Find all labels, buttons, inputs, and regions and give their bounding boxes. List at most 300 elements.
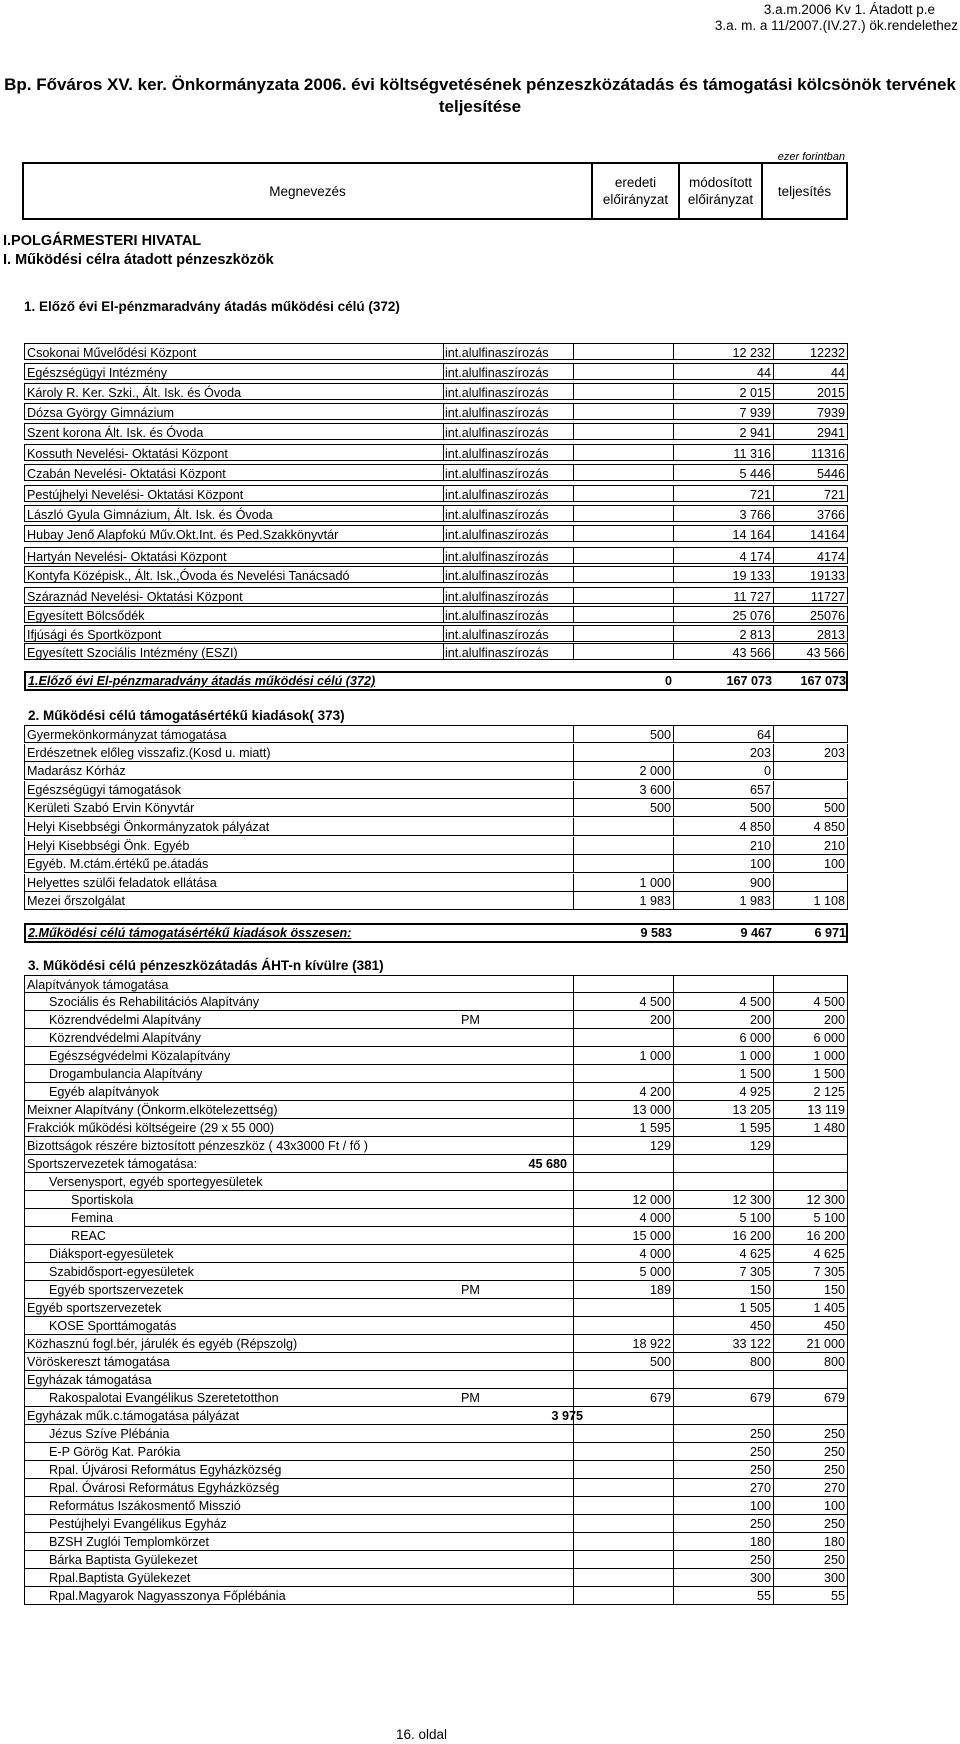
row-name: Alapítványok támogatása bbox=[27, 978, 169, 992]
row-teljesites: 203 bbox=[823, 745, 845, 760]
row-name: Helyettes szülői feladatok ellátása bbox=[27, 875, 217, 890]
row-eredeti bbox=[573, 837, 671, 855]
table-row bbox=[24, 1263, 848, 1281]
row-group-total: 45 680 bbox=[528, 1157, 567, 1171]
row-teljesites: 43 566 bbox=[806, 646, 845, 660]
row-modositott: 200 bbox=[749, 1013, 771, 1027]
table-row bbox=[24, 1353, 848, 1371]
row-modositott: 129 bbox=[749, 1139, 771, 1153]
row-eredeti: 129 bbox=[649, 1139, 671, 1153]
row-modositott: 7 305 bbox=[739, 1265, 771, 1279]
table-row bbox=[24, 1425, 848, 1443]
table-row bbox=[24, 1371, 848, 1389]
row-name: E-P Görög Kat. Parókia bbox=[49, 1445, 181, 1459]
reference-line-1: 3.a.m.2006 Kv 1. Átadott p.e bbox=[763, 2, 935, 17]
row-name: Pestújhelyi Nevelési- Oktatási Központ bbox=[27, 488, 244, 502]
row-funding-type: int.alulfinaszírozás bbox=[445, 467, 549, 481]
row-eredeti bbox=[573, 1425, 671, 1443]
row-name: Dózsa György Gimnázium bbox=[27, 406, 174, 420]
row-teljesites: 100 bbox=[823, 1499, 845, 1513]
row-eredeti: 18 922 bbox=[632, 1337, 671, 1351]
row-name: Közhasznú fogl.bér, járulék és egyéb (Répszolg) bbox=[27, 1337, 298, 1351]
table-row bbox=[24, 1461, 848, 1479]
row-eredeti bbox=[573, 1461, 671, 1479]
row-eredeti: 4 500 bbox=[639, 995, 671, 1009]
table-row bbox=[24, 1209, 848, 1227]
row-eredeti bbox=[573, 1173, 671, 1191]
row-modositott: 3 766 bbox=[739, 508, 771, 522]
table-row bbox=[24, 383, 848, 400]
table-row bbox=[24, 1551, 848, 1569]
row-modositott bbox=[673, 1407, 771, 1425]
table-row bbox=[24, 505, 848, 522]
table-row bbox=[24, 975, 848, 993]
table-row bbox=[24, 1515, 848, 1533]
row-teljesites: 13 119 bbox=[807, 1103, 845, 1117]
row-name: Károly R. Ker. Szki., Ált. Isk. és Óvoda bbox=[27, 386, 242, 400]
row-name: Egészségvédelmi Közalapítvány bbox=[49, 1049, 231, 1063]
row-modositott: 55 bbox=[756, 1589, 771, 1603]
row-modositott bbox=[673, 1371, 771, 1389]
row-name: Sportiskola bbox=[71, 1193, 134, 1207]
row-teljesites: 250 bbox=[823, 1463, 845, 1477]
table-row bbox=[24, 1137, 848, 1155]
row-eredeti: 1 000 bbox=[639, 1049, 671, 1063]
row-modositott: 4 625 bbox=[739, 1247, 771, 1261]
document-title: Bp. Főváros XV. ker. Önkormányzata 2006. évi költségvetésének pénzeszközátadás és támogatási kölcsönök tervének teljesítése bbox=[4, 75, 956, 116]
row-modositott bbox=[673, 976, 771, 994]
row-teljesites: 2941 bbox=[816, 426, 845, 440]
row-eredeti bbox=[573, 1443, 671, 1461]
table-row bbox=[24, 1317, 848, 1335]
row-modositott: 43 566 bbox=[732, 646, 771, 660]
table-row bbox=[24, 1173, 848, 1191]
row-modositott: 12 300 bbox=[732, 1193, 771, 1207]
table-row bbox=[24, 485, 848, 502]
table-row bbox=[24, 587, 848, 604]
row-teljesites: 11316 bbox=[810, 447, 845, 461]
column-header-teljesites: teljesítés bbox=[761, 162, 848, 220]
row-eredeti: 1 000 bbox=[639, 875, 671, 890]
table-row bbox=[24, 606, 848, 623]
row-name: Pestújhelyi Evangélikus Egyház bbox=[49, 1517, 227, 1531]
row-name: Czabán Nevelési- Oktatási Központ bbox=[27, 467, 226, 481]
office-heading: I.POLGÁRMESTERI HIVATAL bbox=[3, 233, 202, 249]
row-modositott: 11 727 bbox=[733, 590, 771, 604]
row-name: Hartyán Nevelési- Oktatási Központ bbox=[27, 550, 227, 564]
row-modositott: 1 505 bbox=[739, 1301, 771, 1315]
row-name: Ifjúsági és Sportközpont bbox=[27, 628, 162, 642]
table-row bbox=[24, 1497, 848, 1515]
row-funding-type: int.alulfinaszírozás bbox=[445, 386, 549, 400]
row-funding-type: int.alulfinaszírozás bbox=[445, 569, 549, 583]
row-teljesites: 12 300 bbox=[806, 1193, 845, 1207]
row-name: Egyéb sportszervezetek bbox=[27, 1301, 162, 1315]
row-modositott: 150 bbox=[749, 1283, 771, 1297]
row-modositott: 4 850 bbox=[739, 820, 771, 834]
row-eredeti: 679 bbox=[649, 1391, 671, 1405]
row-modositott: 250 bbox=[749, 1553, 771, 1567]
row-eredeti: 4 200 bbox=[639, 1085, 671, 1099]
row-eredeti: 200 bbox=[649, 1013, 671, 1027]
row-name: REAC bbox=[71, 1229, 106, 1243]
table-row bbox=[24, 547, 848, 564]
row-name: Egyházak műk.c.támogatása pályázat bbox=[27, 1409, 240, 1423]
table-row bbox=[24, 343, 848, 360]
section3-heading: 3. Működési célú pénzeszközátadás ÁHT-n kívülre (381) bbox=[28, 958, 384, 973]
row-teljesites bbox=[773, 1173, 845, 1191]
row-modositott: 1 000 bbox=[739, 1049, 771, 1063]
table-row bbox=[24, 1281, 848, 1299]
row-teljesites: 1 500 bbox=[813, 1067, 845, 1081]
row-modositott: 100 bbox=[749, 857, 771, 872]
page-number: 16. oldal bbox=[395, 1727, 448, 1742]
row-modositott: 12 232 bbox=[732, 346, 771, 360]
row-teljesites: 800 bbox=[823, 1355, 845, 1369]
row-modositott: 14 164 bbox=[732, 528, 771, 542]
row-name: KOSE Sporttámogatás bbox=[49, 1319, 177, 1333]
row-teljesites: 12232 bbox=[809, 346, 845, 360]
row-teljesites: 250 bbox=[823, 1517, 845, 1531]
row-modositott: 5 446 bbox=[739, 467, 771, 481]
row-modositott: 679 bbox=[749, 1391, 771, 1405]
unit-label: ezer forintban bbox=[777, 151, 845, 163]
row-eredeti bbox=[573, 1569, 671, 1587]
column-header-name: Megnevezés bbox=[22, 162, 593, 220]
row-name: Egészségügyi támogatások bbox=[27, 782, 182, 797]
row-eredeti bbox=[573, 1497, 671, 1515]
table-row bbox=[24, 625, 848, 642]
row-modositott: 270 bbox=[749, 1481, 771, 1495]
row-name: Rpal.Magyarok Nagyasszonya Főplébánia bbox=[49, 1589, 286, 1603]
table-row bbox=[24, 566, 848, 583]
row-name: Frakciók működési költségeire (29 x 55 000) bbox=[27, 1121, 275, 1135]
row-teljesites: 721 bbox=[823, 488, 845, 502]
table-row bbox=[24, 1047, 848, 1065]
row-teljesites: 1 480 bbox=[813, 1121, 845, 1135]
table-row bbox=[24, 744, 848, 762]
row-eredeti bbox=[573, 1371, 671, 1389]
row-teljesites: 4 500 bbox=[813, 995, 845, 1009]
row-funding-type: int.alulfinaszírozás bbox=[445, 508, 549, 522]
row-funding-type: int.alulfinaszírozás bbox=[445, 488, 549, 502]
table-row bbox=[24, 799, 848, 817]
table-row bbox=[24, 781, 848, 799]
table-row bbox=[24, 1389, 848, 1407]
table-row bbox=[24, 423, 848, 440]
table-row bbox=[24, 1335, 848, 1353]
table-row bbox=[24, 1227, 848, 1245]
row-teljesites bbox=[773, 874, 845, 892]
table-row bbox=[24, 643, 848, 660]
table-row bbox=[24, 1533, 848, 1551]
row-teljesites bbox=[773, 1137, 845, 1155]
section1-heading: 1. Előző évi El-pénzmaradvány átadás működési célú (372) bbox=[24, 299, 400, 314]
row-name: Rakospalotai Evangélikus Szeretetotthon bbox=[49, 1391, 279, 1405]
row-eredeti bbox=[573, 1479, 671, 1497]
table-row bbox=[24, 1119, 848, 1137]
table-row bbox=[24, 818, 848, 836]
row-name: Kontyfa Középisk., Ált. Isk.,Óvoda és Nevelési Tanácsadó bbox=[27, 569, 350, 583]
row-name: Egyesített Bölcsődék bbox=[27, 609, 145, 623]
row-teljesites: 250 bbox=[823, 1427, 845, 1441]
row-name: Bizottságok részére biztosított pénzeszköz ( 43x3000 Ft / fő ) bbox=[27, 1139, 368, 1153]
row-modositott: 300 bbox=[749, 1571, 771, 1585]
row-modositott: 16 200 bbox=[732, 1229, 771, 1243]
row-funding-type: int.alulfinaszírozás bbox=[445, 628, 549, 642]
table-row bbox=[24, 464, 848, 481]
row-funding-type: int.alulfinaszírozás bbox=[445, 447, 549, 461]
table-row bbox=[24, 1443, 848, 1461]
row-modositott: 250 bbox=[749, 1445, 771, 1459]
row-modositott: 25 076 bbox=[732, 609, 771, 623]
row-eredeti bbox=[573, 1155, 671, 1173]
row-teljesites: 2813 bbox=[816, 628, 845, 642]
row-teljesites: 4 850 bbox=[813, 820, 845, 834]
row-modositott: 64 bbox=[756, 728, 771, 742]
row-teljesites: 180 bbox=[823, 1535, 845, 1549]
row-modositott: 7 939 bbox=[739, 406, 771, 420]
column-header-modositott: módosított előirányzat bbox=[678, 162, 763, 220]
row-name: Egyéb sportszervezetek bbox=[49, 1283, 184, 1297]
row-name: Kerületi Szabó Ervin Könyvtár bbox=[27, 801, 195, 816]
row-name: Mezei őrszolgálat bbox=[27, 894, 125, 909]
row-modositott: 657 bbox=[749, 782, 771, 797]
row-modositott: 4 174 bbox=[739, 550, 771, 564]
row-funding-type: int.alulfinaszírozás bbox=[445, 426, 549, 440]
row-modositott: 250 bbox=[749, 1427, 771, 1441]
row-name: Helyi Kisebbségi Önk. Egyéb bbox=[27, 838, 190, 853]
row-name: Száraznád Nevelési- Oktatási Központ bbox=[27, 590, 243, 604]
row-teljesites bbox=[773, 726, 845, 744]
row-teljesites: 250 bbox=[823, 1445, 845, 1459]
row-name: Csokonai Művelődési Központ bbox=[27, 346, 197, 360]
row-eredeti bbox=[573, 1065, 671, 1083]
row-eredeti: 500 bbox=[649, 728, 671, 742]
row-modositott: 33 122 bbox=[732, 1337, 771, 1351]
row-modositott: 450 bbox=[749, 1319, 771, 1333]
row-name: Egyéb alapítványok bbox=[49, 1085, 159, 1099]
column-header-eredeti: eredeti előirányzat bbox=[591, 162, 680, 220]
row-group-total: 3 975 bbox=[551, 1409, 583, 1423]
row-teljesites: 11727 bbox=[810, 590, 845, 604]
row-name: Egyéb. M.ctám.értékű pe.átadás bbox=[27, 857, 209, 872]
row-funding-type: int.alulfinaszírozás bbox=[445, 366, 549, 380]
row-teljesites: 150 bbox=[823, 1283, 845, 1297]
row-eredeti: 189 bbox=[649, 1283, 671, 1297]
row-teljesites: 7939 bbox=[816, 406, 845, 420]
section2-heading: 2. Működési célú támogatásértékű kiadások( 373) bbox=[28, 708, 345, 723]
row-teljesites: 25076 bbox=[809, 609, 845, 623]
section1-total: 1.Előző évi El-pénzmaradvány átadás működési célú (372) 0 167 073 167 073 bbox=[24, 671, 848, 691]
row-eredeti bbox=[573, 1029, 671, 1047]
row-teljesites: 4 625 bbox=[813, 1247, 845, 1261]
row-teljesites: 21 000 bbox=[806, 1337, 845, 1351]
row-funding-type: int.alulfinaszírozás bbox=[445, 609, 549, 623]
row-funding-type: int.alulfinaszírozás bbox=[445, 646, 549, 660]
table-row bbox=[24, 855, 848, 873]
row-name: Erdészetnek előleg visszafiz.(Kosd u. miatt) bbox=[27, 745, 271, 760]
row-name: Közrendvédelmi Alapítvány bbox=[49, 1013, 201, 1027]
row-modositott: 13 205 bbox=[732, 1103, 771, 1117]
section2-total: 2.Működési célú támogatásértékű kiadások összesen: 9 583 9 467 6 971 bbox=[24, 923, 848, 943]
row-eredeti bbox=[573, 855, 671, 873]
row-modositott: 2 941 bbox=[739, 426, 771, 440]
row-name: Egyesített Szociális Intézmény (ESZI) bbox=[27, 646, 238, 660]
row-name: Madarász Kórház bbox=[27, 764, 126, 779]
row-teljesites: 500 bbox=[823, 801, 845, 816]
row-eredeti: 12 000 bbox=[632, 1193, 671, 1207]
row-teljesites: 5446 bbox=[816, 467, 845, 481]
row-modositott: 2 813 bbox=[739, 628, 771, 642]
table-row bbox=[24, 1407, 848, 1425]
row-modositott: 4 500 bbox=[739, 995, 771, 1009]
row-eredeti: 5 000 bbox=[639, 1265, 671, 1279]
row-modositott bbox=[673, 1155, 771, 1173]
row-teljesites: 7 305 bbox=[813, 1265, 845, 1279]
row-teljesites: 4174 bbox=[816, 550, 845, 564]
table-row bbox=[24, 403, 848, 420]
row-teljesites: 14164 bbox=[809, 528, 845, 542]
table-row bbox=[24, 874, 848, 892]
row-teljesites: 1 108 bbox=[813, 894, 845, 909]
row-name: Rpal. Óvárosi Református Egyházközség bbox=[49, 1481, 280, 1495]
table-row bbox=[24, 1569, 848, 1587]
row-teljesites: 450 bbox=[823, 1319, 845, 1333]
row-eredeti: 15 000 bbox=[632, 1229, 671, 1243]
row-funding-type: PM bbox=[461, 1283, 480, 1297]
table-row bbox=[24, 1245, 848, 1263]
row-name: BZSH Zuglói Templomkörzet bbox=[49, 1535, 210, 1549]
row-teljesites: 1 000 bbox=[813, 1049, 845, 1063]
row-name: Vöröskereszt támogatása bbox=[27, 1355, 170, 1369]
row-funding-type: int.alulfinaszírozás bbox=[445, 590, 549, 604]
row-teljesites bbox=[773, 1371, 845, 1389]
row-name: Közrendvédelmi Alapítvány bbox=[49, 1031, 201, 1045]
row-eredeti bbox=[573, 976, 671, 994]
row-eredeti bbox=[573, 1587, 671, 1605]
row-teljesites: 270 bbox=[823, 1481, 845, 1495]
row-modositott: 250 bbox=[749, 1517, 771, 1531]
table-row bbox=[24, 837, 848, 855]
table-row bbox=[24, 993, 848, 1011]
row-name: Meixner Alapítvány (Önkorm.elkötelezettség) bbox=[27, 1103, 278, 1117]
row-name: Versenysport, egyéb sportegyesületek bbox=[49, 1175, 263, 1189]
row-eredeti: 4 000 bbox=[639, 1211, 671, 1225]
table-row bbox=[24, 525, 848, 542]
row-teljesites bbox=[773, 1407, 845, 1425]
row-funding-type: PM bbox=[461, 1013, 480, 1027]
row-eredeti: 500 bbox=[649, 1355, 671, 1369]
row-teljesites: 200 bbox=[823, 1013, 845, 1027]
row-eredeti bbox=[573, 1317, 671, 1335]
row-modositott: 1 983 bbox=[739, 894, 771, 909]
row-name: Sportszervezetek támogatása: bbox=[27, 1157, 198, 1171]
table-row bbox=[24, 1155, 848, 1173]
row-funding-type: PM bbox=[461, 1391, 480, 1405]
row-name: Rpal.Baptista Gyülekezet bbox=[49, 1571, 191, 1585]
part-heading: I. Működési célra átadott pénzeszközök bbox=[3, 252, 274, 268]
row-eredeti: 13 000 bbox=[632, 1103, 671, 1117]
row-teljesites: 210 bbox=[823, 838, 845, 853]
table-row bbox=[24, 892, 848, 910]
row-teljesites: 16 200 bbox=[806, 1229, 845, 1243]
row-name: Bárka Baptista Gyülekezet bbox=[49, 1553, 198, 1567]
table-row bbox=[24, 762, 848, 780]
row-modositott: 203 bbox=[749, 745, 771, 760]
row-funding-type: int.alulfinaszírozás bbox=[445, 406, 549, 420]
row-eredeti: 1 983 bbox=[639, 894, 671, 909]
table-row bbox=[24, 1587, 848, 1605]
row-modositott: 100 bbox=[749, 1499, 771, 1513]
row-teljesites: 5 100 bbox=[813, 1211, 845, 1225]
table-row bbox=[24, 363, 848, 380]
row-modositott: 4 925 bbox=[739, 1085, 771, 1099]
row-eredeti: 500 bbox=[649, 801, 671, 816]
row-eredeti: 4 000 bbox=[639, 1247, 671, 1261]
row-funding-type: int.alulfinaszírozás bbox=[445, 528, 549, 542]
row-eredeti bbox=[573, 1551, 671, 1569]
table-row bbox=[24, 1029, 848, 1047]
row-teljesites bbox=[773, 1155, 845, 1173]
row-name: Egyházak támogatása bbox=[27, 1373, 152, 1387]
row-name: Hubay Jenő Alapfokú Műv.Okt.Int. és Ped.Szakkönyvtár bbox=[27, 528, 339, 542]
row-name: Egészségügyi Intézmény bbox=[27, 366, 168, 380]
row-modositott: 800 bbox=[749, 1355, 771, 1369]
row-modositott: 721 bbox=[749, 488, 771, 502]
row-eredeti bbox=[573, 744, 671, 762]
row-funding-type: int.alulfinaszírozás bbox=[445, 346, 549, 360]
row-modositott: 11 316 bbox=[733, 447, 771, 461]
row-name: Jézus Szíve Plébánia bbox=[49, 1427, 170, 1441]
row-eredeti: 2 000 bbox=[639, 764, 671, 779]
table-row bbox=[24, 1299, 848, 1317]
row-eredeti bbox=[573, 1533, 671, 1551]
row-teljesites: 2015 bbox=[816, 386, 845, 400]
row-teljesites: 1 405 bbox=[813, 1301, 845, 1315]
table-row bbox=[24, 1065, 848, 1083]
row-name: Szent korona Ált. Isk. és Óvoda bbox=[27, 426, 204, 440]
row-teljesites: 679 bbox=[823, 1391, 845, 1405]
row-teljesites bbox=[773, 762, 845, 780]
row-modositott: 2 015 bbox=[739, 386, 771, 400]
row-teljesites: 19133 bbox=[809, 569, 845, 583]
row-modositott: 19 133 bbox=[732, 569, 771, 583]
row-name: Femina bbox=[71, 1211, 113, 1225]
row-modositott: 1 595 bbox=[739, 1121, 771, 1135]
row-teljesites: 250 bbox=[823, 1553, 845, 1567]
table-row bbox=[24, 725, 848, 743]
row-teljesites: 3766 bbox=[816, 508, 845, 522]
row-modositott bbox=[673, 1173, 771, 1191]
row-name: Drogambulancia Alapítvány bbox=[49, 1067, 203, 1081]
table-row bbox=[24, 1191, 848, 1209]
row-name: Református Iszákosmentő Misszió bbox=[49, 1499, 241, 1513]
row-eredeti bbox=[573, 1299, 671, 1317]
table-row bbox=[24, 1101, 848, 1119]
row-teljesites: 300 bbox=[823, 1571, 845, 1585]
row-teljesites: 6 000 bbox=[813, 1031, 845, 1045]
row-eredeti bbox=[573, 818, 671, 836]
row-name: László Gyula Gimnázium, Ált. Isk. és Óvoda bbox=[27, 508, 273, 522]
row-teljesites: 100 bbox=[823, 857, 845, 872]
row-name: Kossuth Nevelési- Oktatási Központ bbox=[27, 447, 228, 461]
row-modositott: 5 100 bbox=[739, 1211, 771, 1225]
row-eredeti: 3 600 bbox=[639, 782, 671, 797]
row-teljesites bbox=[773, 781, 845, 799]
row-name: Rpal. Újvárosi Református Egyházközség bbox=[49, 1463, 282, 1477]
row-modositott: 6 000 bbox=[739, 1031, 771, 1045]
